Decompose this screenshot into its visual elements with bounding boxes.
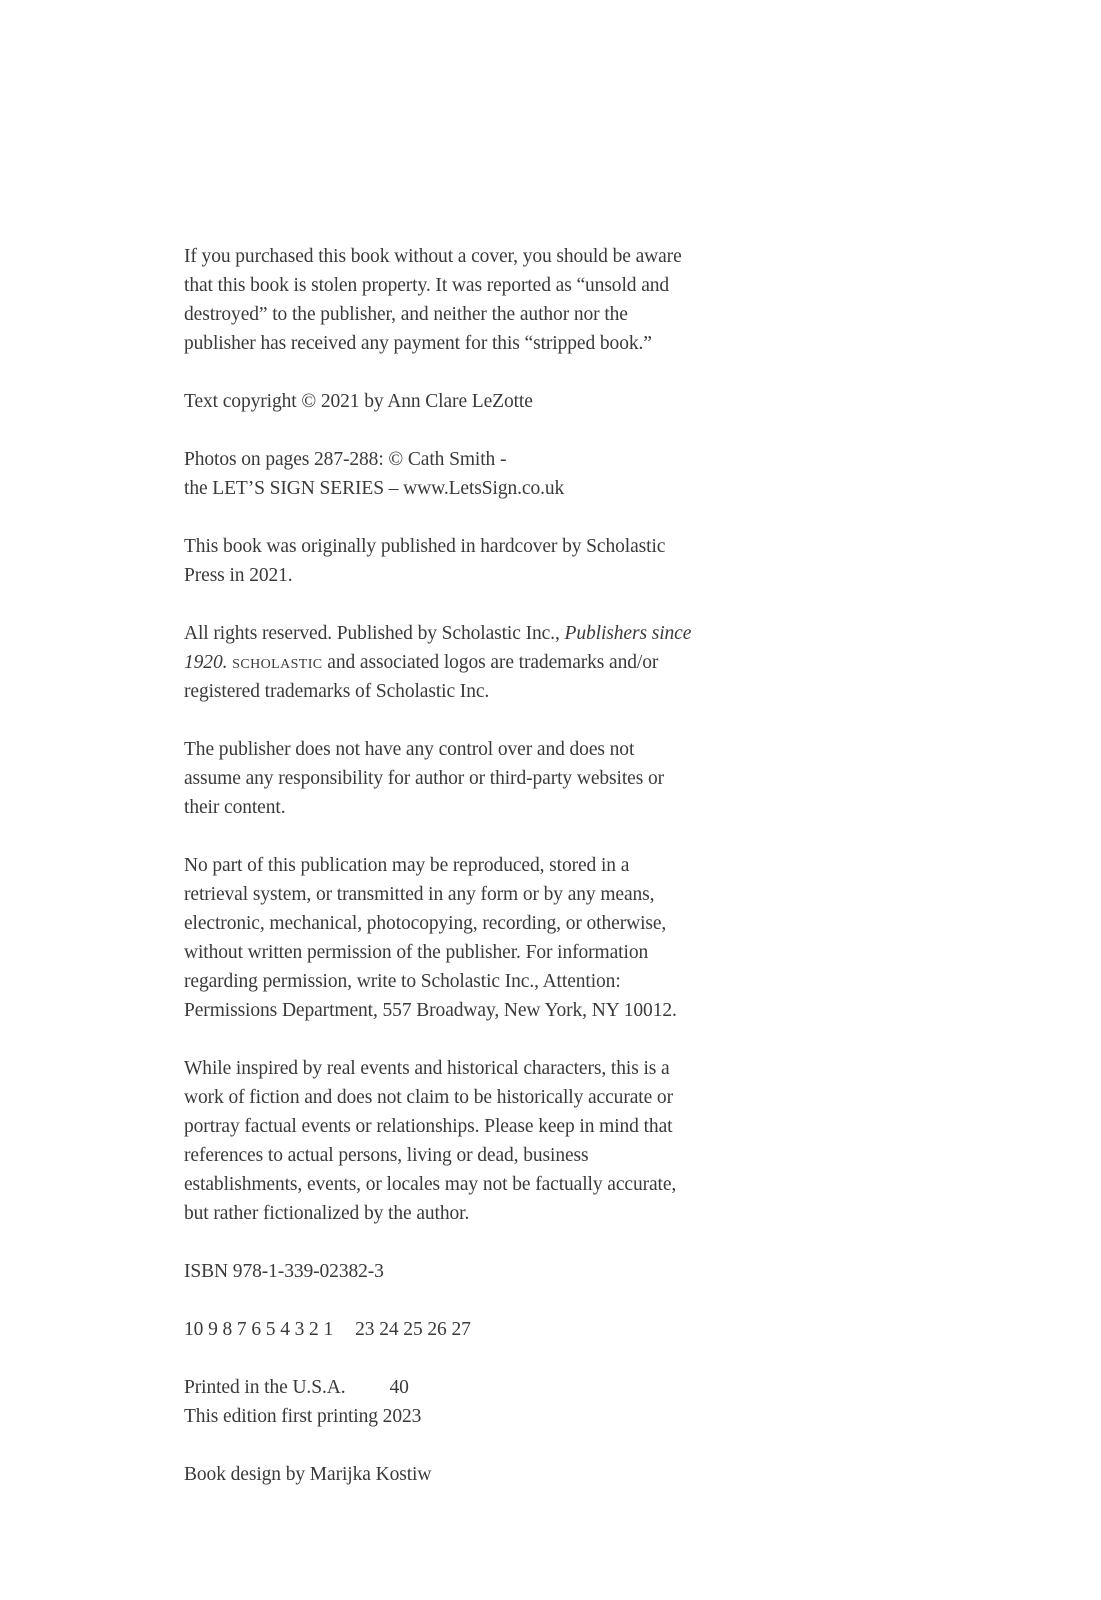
cover-notice-line: destroyed” to the publisher, and neither the author nor the bbox=[184, 304, 628, 325]
fiction-disclaimer-line: portray factual events or relationships. Please keep in mind that bbox=[184, 1116, 673, 1137]
websites-disclaimer-line: assume any responsibility for author or third-party websites or bbox=[184, 768, 665, 789]
reproduction-line: regarding permission, write to Scholastic Inc., Attention: bbox=[184, 971, 621, 992]
year-numbers: 23 24 25 26 27 bbox=[355, 1319, 471, 1340]
publishers-since-italic: Publishers since bbox=[564, 623, 692, 644]
cover-notice-line: that this book is stolen property. It was reported as “unsold and bbox=[184, 275, 670, 296]
photo-credits bbox=[184, 445, 724, 503]
fiction-disclaimer bbox=[184, 1054, 724, 1228]
cover-notice bbox=[184, 242, 724, 358]
cover-notice-line: publisher has received any payment for this “stripped book.” bbox=[184, 333, 652, 354]
fiction-disclaimer-line: but rather fictionalized by the author. bbox=[184, 1203, 470, 1224]
photo-credit-line: Photos on pages 287-288: © Cath Smith - bbox=[184, 449, 507, 470]
isbn: ISBN 978-1-339-02382-3 bbox=[184, 1261, 384, 1282]
printing-line bbox=[184, 1315, 724, 1344]
copyright-text: Text copyright © 2021 by Ann Clare LeZotte bbox=[184, 391, 533, 412]
printed-country: Printed in the U.S.A. bbox=[184, 1377, 346, 1398]
reproduction-notice bbox=[184, 851, 724, 1025]
scholastic-smallcaps: scholastic bbox=[232, 652, 323, 673]
copyright-notice bbox=[184, 387, 724, 416]
reproduction-line: retrieval system, or transmitted in any form or by any means, bbox=[184, 884, 655, 905]
design-credit bbox=[184, 1460, 724, 1489]
isbn-block bbox=[184, 1257, 724, 1286]
websites-disclaimer-line: their content. bbox=[184, 797, 286, 818]
printing-info bbox=[184, 1373, 724, 1431]
rights-reserved bbox=[184, 619, 724, 706]
rights-line-3: registered trademarks of Scholastic Inc. bbox=[184, 681, 490, 702]
original-publication-line: This book was originally published in hardcover by Scholastic bbox=[184, 536, 666, 557]
reproduction-line: without written permission of the publisher. For information bbox=[184, 942, 649, 963]
reproduction-line: electronic, mechanical, photocopying, recording, or otherwise, bbox=[184, 913, 667, 934]
fiction-disclaimer-line: references to actual persons, living or dead, business bbox=[184, 1145, 589, 1166]
websites-disclaimer bbox=[184, 735, 724, 822]
printed-line bbox=[184, 1373, 724, 1402]
fiction-disclaimer-line: establishments, events, or locales may not be factually accurate, bbox=[184, 1174, 677, 1195]
book-design-credit: Book design by Marijka Kostiw bbox=[184, 1464, 432, 1485]
rights-line-2 bbox=[184, 648, 724, 677]
rights-trademarks: and associated logos are trademarks and/or bbox=[322, 652, 659, 673]
printing-code: 40 bbox=[389, 1377, 409, 1398]
fiction-disclaimer-line: work of fiction and does not claim to be historically accurate or bbox=[184, 1087, 673, 1108]
rights-prefix: All rights reserved. Published by Scholastic Inc., bbox=[184, 623, 565, 644]
original-publication bbox=[184, 532, 724, 590]
original-publication-line: Press in 2021. bbox=[184, 565, 293, 586]
edition-line: This edition first printing 2023 bbox=[184, 1406, 422, 1427]
reproduction-line: Permissions Department, 557 Broadway, New York, NY 10012. bbox=[184, 1000, 677, 1021]
printer-key bbox=[184, 1315, 724, 1344]
photo-credit-line: the LET’S SIGN SERIES – www.LetsSign.co.uk bbox=[184, 478, 565, 499]
fiction-disclaimer-line: While inspired by real events and historical characters, this is a bbox=[184, 1058, 670, 1079]
websites-disclaimer-line: The publisher does not have any control over and does not bbox=[184, 739, 635, 760]
year-italic: 1920. bbox=[184, 652, 228, 673]
rights-line-1 bbox=[184, 619, 724, 648]
impression-numbers: 10 9 8 7 6 5 4 3 2 1 bbox=[184, 1319, 334, 1340]
copyright-page bbox=[184, 242, 724, 1518]
cover-notice-line: If you purchased this book without a cover, you should be aware bbox=[184, 246, 682, 267]
reproduction-line: No part of this publication may be reproduced, stored in a bbox=[184, 855, 630, 876]
